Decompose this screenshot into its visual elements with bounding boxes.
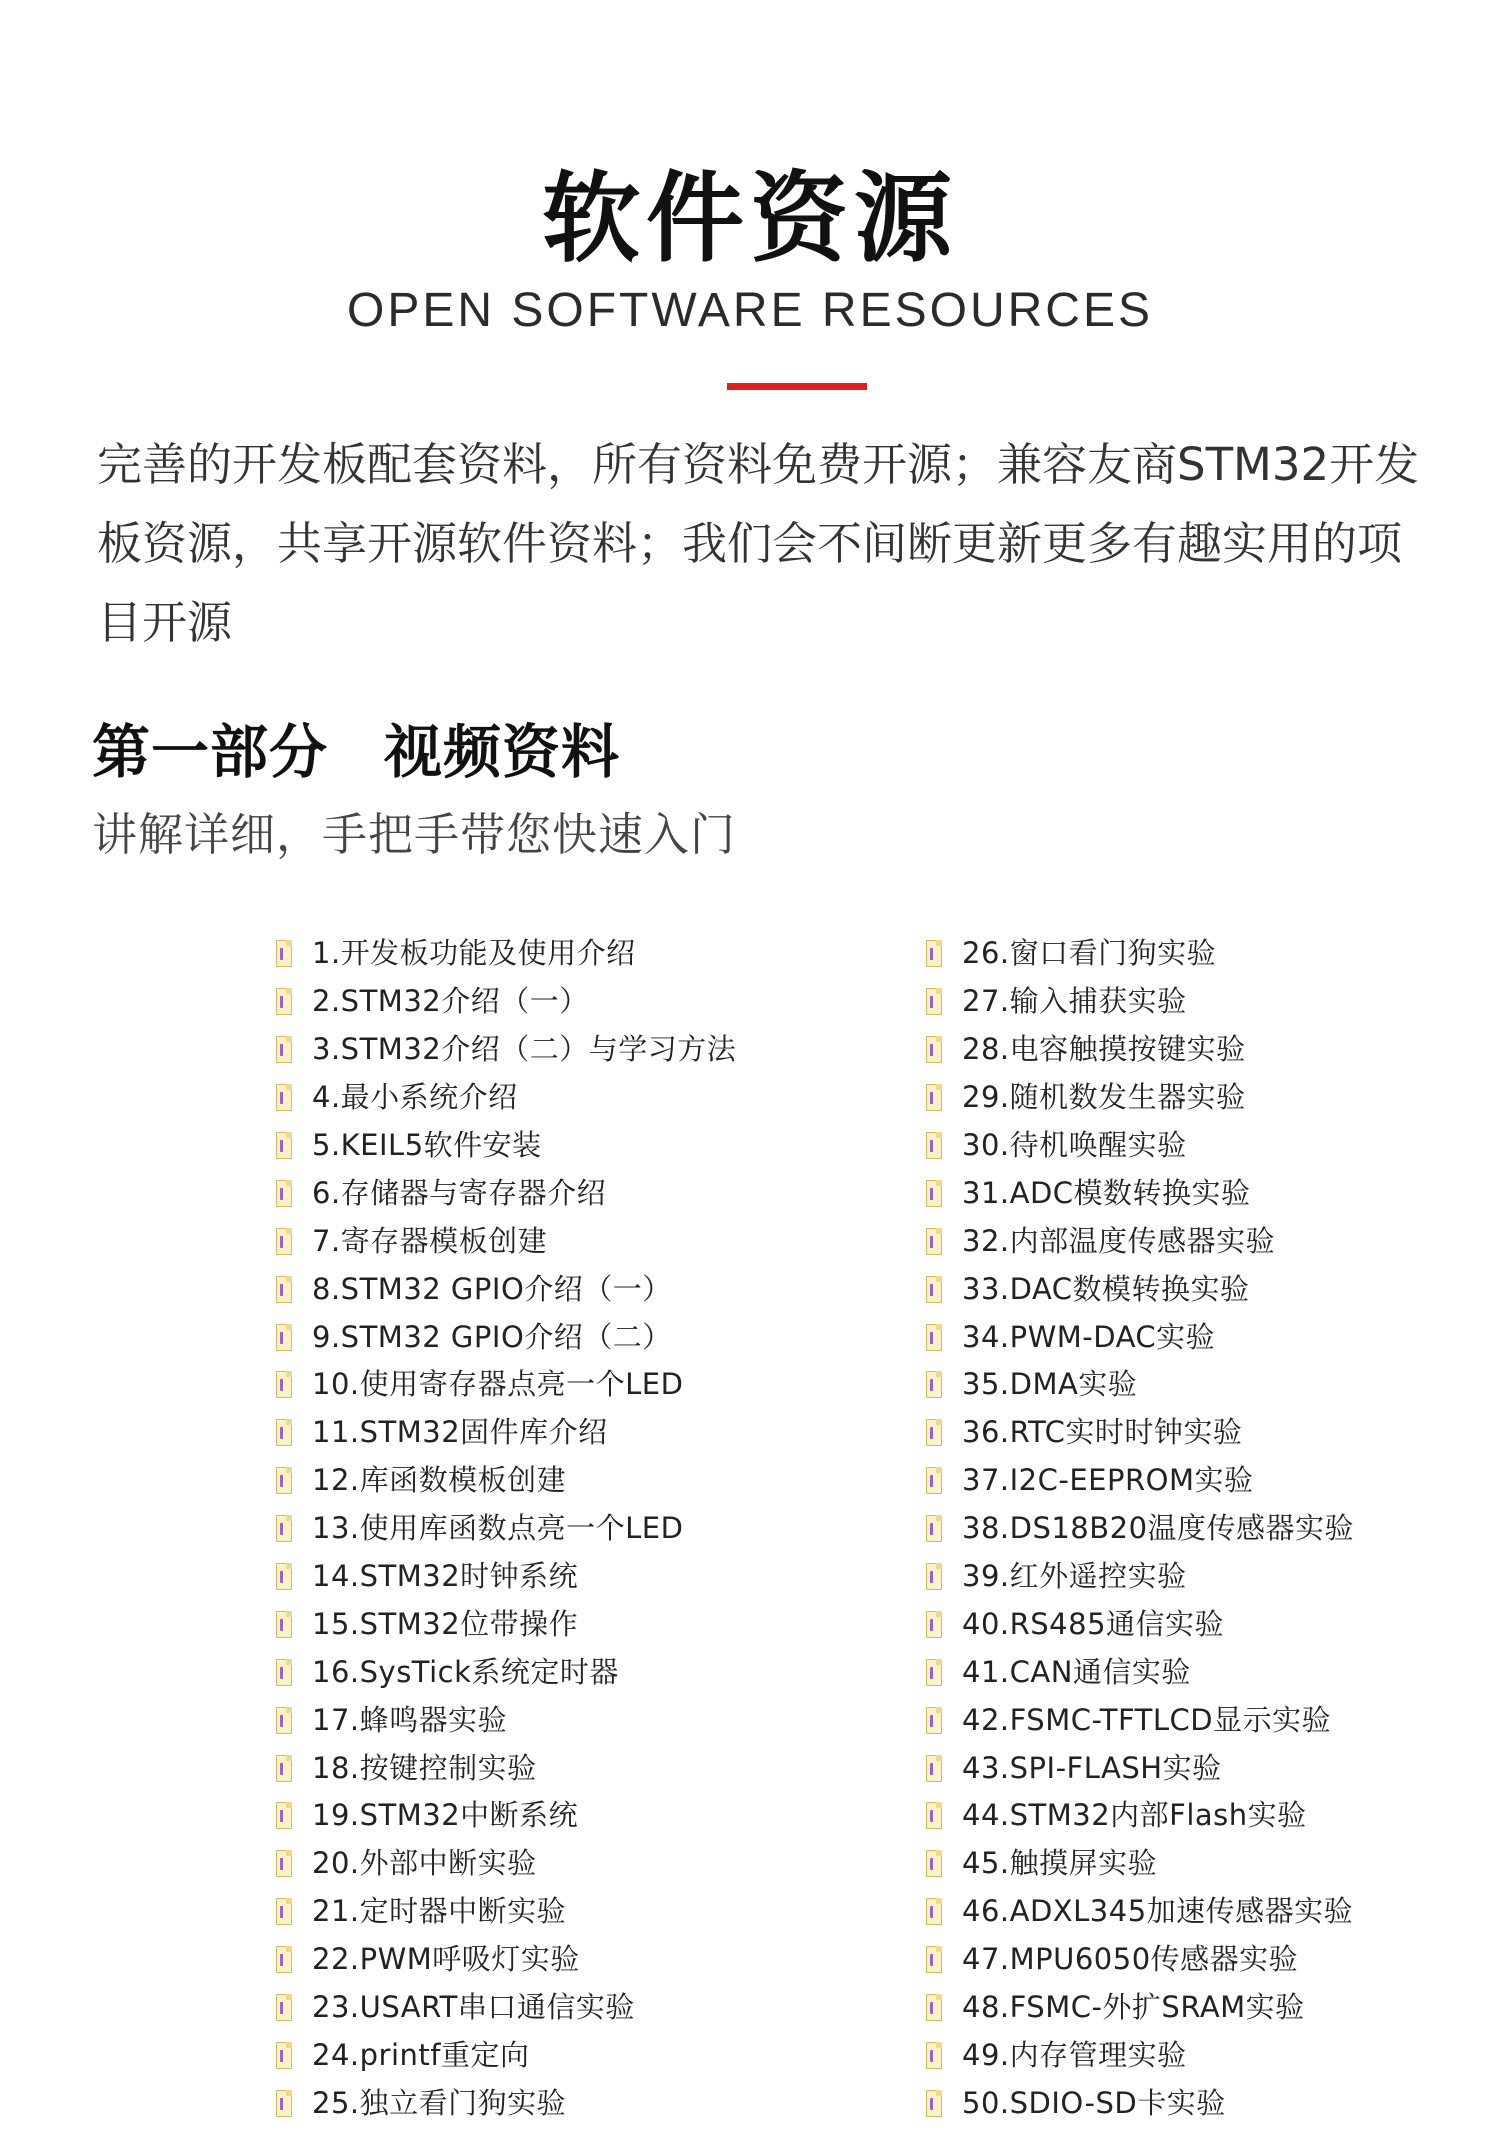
video-item-label: 16.SysTick系统定时器 xyxy=(312,1654,619,1689)
video-list-item xyxy=(926,2079,1354,2127)
video-item-label: 29.随机数发生器实验 xyxy=(962,1080,1246,1115)
video-list-item xyxy=(276,1217,736,1265)
video-list-item xyxy=(276,978,736,1026)
video-item-label: 15.STM32位带操作 xyxy=(312,1606,579,1641)
document-file-icon xyxy=(276,1276,294,1303)
document-file-icon xyxy=(276,1084,294,1111)
video-list-item xyxy=(926,1936,1354,1984)
video-list-left xyxy=(276,930,736,2127)
video-item-label: 1.开发板功能及使用介绍 xyxy=(312,936,636,971)
video-list-item xyxy=(926,930,1354,978)
document-file-icon xyxy=(926,1850,944,1877)
video-item-label: 22.PWM呼吸灯实验 xyxy=(312,1942,580,1977)
video-list-item xyxy=(926,1648,1354,1696)
document-file-icon xyxy=(926,1180,944,1207)
video-list-item xyxy=(926,1409,1354,1457)
document-file-icon xyxy=(926,1276,944,1303)
document-file-icon xyxy=(276,1994,294,2021)
video-list-item xyxy=(276,1361,736,1409)
document-file-icon xyxy=(276,1802,294,1829)
video-item-label: 23.USART串口通信实验 xyxy=(312,1990,635,2025)
video-item-label: 41.CAN通信实验 xyxy=(962,1654,1191,1689)
document-file-icon xyxy=(926,1802,944,1829)
video-item-label: 7.寄存器模板创建 xyxy=(312,1223,548,1258)
video-item-label: 12.库函数模板创建 xyxy=(312,1463,567,1498)
document-file-icon xyxy=(926,1563,944,1590)
section-heading xyxy=(92,718,621,786)
video-item-label: 19.STM32中断系统 xyxy=(312,1798,579,1833)
video-list-item xyxy=(276,1505,736,1553)
video-item-label: 25.独立看门狗实验 xyxy=(312,2085,567,2120)
video-item-label: 11.STM32固件库介绍 xyxy=(312,1415,608,1450)
video-list-item xyxy=(926,1217,1354,1265)
document-file-icon xyxy=(926,1611,944,1638)
section-name: 视频资料 xyxy=(384,718,621,786)
document-file-icon xyxy=(276,1036,294,1063)
video-item-label: 43.SPI-FLASH实验 xyxy=(962,1750,1222,1785)
video-item-label: 46.ADXL345加速传感器实验 xyxy=(962,1894,1354,1929)
video-list-item xyxy=(276,1984,736,2032)
document-file-icon xyxy=(926,1084,944,1111)
video-list-item xyxy=(276,1313,736,1361)
page-title: 软件资源 xyxy=(541,162,958,276)
video-list-item xyxy=(276,1936,736,1984)
video-item-label: 24.printf重定向 xyxy=(312,2037,530,2072)
document-file-icon xyxy=(276,1946,294,1973)
video-item-label: 20.外部中断实验 xyxy=(312,1846,537,1881)
video-list-item xyxy=(926,1361,1354,1409)
video-item-label: 21.定时器中断实验 xyxy=(312,1894,567,1929)
video-list-item xyxy=(276,1457,736,1505)
document-file-icon xyxy=(926,1994,944,2021)
video-item-label: 42.FSMC-TFTLCD显示实验 xyxy=(962,1702,1332,1737)
document-file-icon xyxy=(926,2090,944,2117)
document-file-icon xyxy=(276,1371,294,1398)
document-file-icon xyxy=(276,1132,294,1159)
video-item-label: 8.STM32 GPIO介绍（一） xyxy=(312,1271,672,1306)
video-item-label: 4.最小系统介绍 xyxy=(312,1080,518,1115)
intro-line: 完善的开发板配套资料，所有资料免费开源；兼容友商STM32开发 xyxy=(97,438,1420,491)
video-list-item xyxy=(926,1840,1354,1888)
video-list-item xyxy=(276,1265,736,1313)
video-item-label: 48.FSMC-外扩SRAM实验 xyxy=(962,1990,1305,2025)
video-list-item xyxy=(926,1792,1354,1840)
video-list-item xyxy=(926,1265,1354,1313)
video-list-item xyxy=(276,1792,736,1840)
video-list-item xyxy=(926,1026,1354,1074)
video-item-label: 33.DAC数模转换实验 xyxy=(962,1271,1250,1306)
video-list-item xyxy=(926,1169,1354,1217)
video-list-item xyxy=(276,1074,736,1122)
document-file-icon xyxy=(276,1324,294,1351)
document-file-icon xyxy=(926,1898,944,1925)
video-list-item xyxy=(276,2079,736,2127)
document-file-icon xyxy=(276,1707,294,1734)
section-part-label: 第一部分 xyxy=(92,718,329,786)
document-file-icon xyxy=(926,988,944,1015)
document-file-icon xyxy=(926,1132,944,1159)
video-item-label: 9.STM32 GPIO介绍（二） xyxy=(312,1319,672,1354)
document-file-icon xyxy=(926,1707,944,1734)
document-file-icon xyxy=(926,1467,944,1494)
video-list-item xyxy=(926,1696,1354,1744)
video-list-item xyxy=(276,1122,736,1170)
video-list-item xyxy=(276,1026,736,1074)
video-item-label: 13.使用库函数点亮一个LED xyxy=(312,1511,684,1546)
video-item-label: 28.电容触摸按键实验 xyxy=(962,1032,1246,1067)
video-list-item xyxy=(926,1744,1354,1792)
video-item-label: 2.STM32介绍（一） xyxy=(312,984,589,1019)
document-file-icon xyxy=(926,1228,944,1255)
video-item-label: 44.STM32内部Flash实验 xyxy=(962,1798,1307,1833)
video-item-label: 3.STM32介绍（二）与学习方法 xyxy=(312,1032,737,1067)
video-item-label: 5.KEIL5软件安装 xyxy=(312,1128,542,1162)
document-file-icon xyxy=(926,1755,944,1782)
video-list-item xyxy=(276,1169,736,1217)
video-list-item xyxy=(926,1984,1354,2032)
video-item-label: 45.触摸屏实验 xyxy=(962,1846,1158,1881)
video-list-item xyxy=(276,930,736,978)
document-file-icon xyxy=(276,1563,294,1590)
document-file-icon xyxy=(276,1467,294,1494)
video-item-label: 17.蜂鸣器实验 xyxy=(312,1702,508,1737)
video-item-label: 14.STM32时钟系统 xyxy=(312,1559,579,1594)
document-file-icon xyxy=(276,1228,294,1255)
video-item-label: 26.窗口看门狗实验 xyxy=(962,936,1217,971)
document-file-icon xyxy=(926,1659,944,1686)
document-file-icon xyxy=(276,988,294,1015)
intro-line: 目开源 xyxy=(97,596,233,649)
document-file-icon xyxy=(926,1036,944,1063)
video-list-item xyxy=(926,1457,1354,1505)
document-file-icon xyxy=(276,1419,294,1446)
video-list-item xyxy=(926,978,1354,1026)
video-list-item xyxy=(276,2031,736,2079)
video-list-item xyxy=(926,2031,1354,2079)
video-list-item xyxy=(926,1553,1354,1601)
document-file-icon xyxy=(276,2090,294,2117)
video-item-label: 6.存储器与寄存器介绍 xyxy=(312,1175,607,1210)
section-subtitle: 讲解详细，手把手带您快速入门 xyxy=(92,808,737,861)
video-item-label: 31.ADC模数转换实验 xyxy=(962,1175,1251,1210)
video-list-item xyxy=(926,1122,1354,1170)
document-file-icon xyxy=(276,1659,294,1686)
document-file-icon xyxy=(926,2042,944,2069)
document-file-icon xyxy=(926,1371,944,1398)
document-file-icon xyxy=(926,1515,944,1542)
video-item-label: 30.待机唤醒实验 xyxy=(962,1128,1187,1162)
video-list-item xyxy=(276,1744,736,1792)
document-file-icon xyxy=(926,1324,944,1351)
video-list-item xyxy=(926,1888,1354,1936)
document-file-icon xyxy=(276,1898,294,1925)
video-item-label: 49.内存管理实验 xyxy=(962,2037,1187,2072)
video-list-item xyxy=(926,1505,1354,1553)
document-file-icon xyxy=(926,1946,944,1973)
video-list-item xyxy=(276,1409,736,1457)
video-list-item xyxy=(276,1840,736,1888)
document-file-icon xyxy=(926,940,944,967)
video-list-item xyxy=(926,1600,1354,1648)
video-list-item xyxy=(276,1888,736,1936)
document-file-icon xyxy=(276,1755,294,1782)
document-file-icon xyxy=(276,940,294,967)
video-list-item xyxy=(926,1313,1354,1361)
video-list-item xyxy=(926,1074,1354,1122)
video-item-label: 18.按键控制实验 xyxy=(312,1750,537,1785)
video-item-label: 35.DMA实验 xyxy=(962,1367,1138,1402)
video-item-label: 34.PWM-DAC实验 xyxy=(962,1319,1216,1354)
intro-paragraph xyxy=(97,425,1457,662)
document-file-icon xyxy=(276,1611,294,1638)
document-file-icon xyxy=(926,1419,944,1446)
video-item-label: 38.DS18B20温度传感器实验 xyxy=(962,1511,1355,1546)
video-list-item xyxy=(276,1696,736,1744)
video-item-label: 32.内部温度传感器实验 xyxy=(962,1223,1276,1258)
document-file-icon xyxy=(276,1180,294,1207)
document-file-icon xyxy=(276,1515,294,1542)
video-list-item xyxy=(276,1600,736,1648)
video-item-label: 39.红外遥控实验 xyxy=(962,1559,1187,1594)
video-item-label: 27.输入捕获实验 xyxy=(962,984,1187,1019)
document-file-icon xyxy=(276,1850,294,1877)
title-divider xyxy=(727,383,867,390)
video-list-item xyxy=(276,1553,736,1601)
intro-line: 板资源，共享开源软件资料；我们会不间断更新更多有趣实用的项 xyxy=(97,517,1403,570)
video-item-label: 10.使用寄存器点亮一个LED xyxy=(312,1367,684,1402)
video-list-right xyxy=(926,930,1354,2127)
video-item-label: 36.RTC实时时钟实验 xyxy=(962,1415,1243,1450)
video-item-label: 47.MPU6050传感器实验 xyxy=(962,1942,1299,1977)
document-file-icon xyxy=(276,2042,294,2069)
video-item-label: 37.I2C-EEPROM实验 xyxy=(962,1463,1254,1498)
page-subtitle: OPEN SOFTWARE RESOURCES xyxy=(347,284,1153,337)
video-list-item xyxy=(276,1648,736,1696)
video-item-label: 40.RS485通信实验 xyxy=(962,1606,1225,1641)
video-item-label: 50.SDIO-SD卡实验 xyxy=(962,2085,1226,2120)
